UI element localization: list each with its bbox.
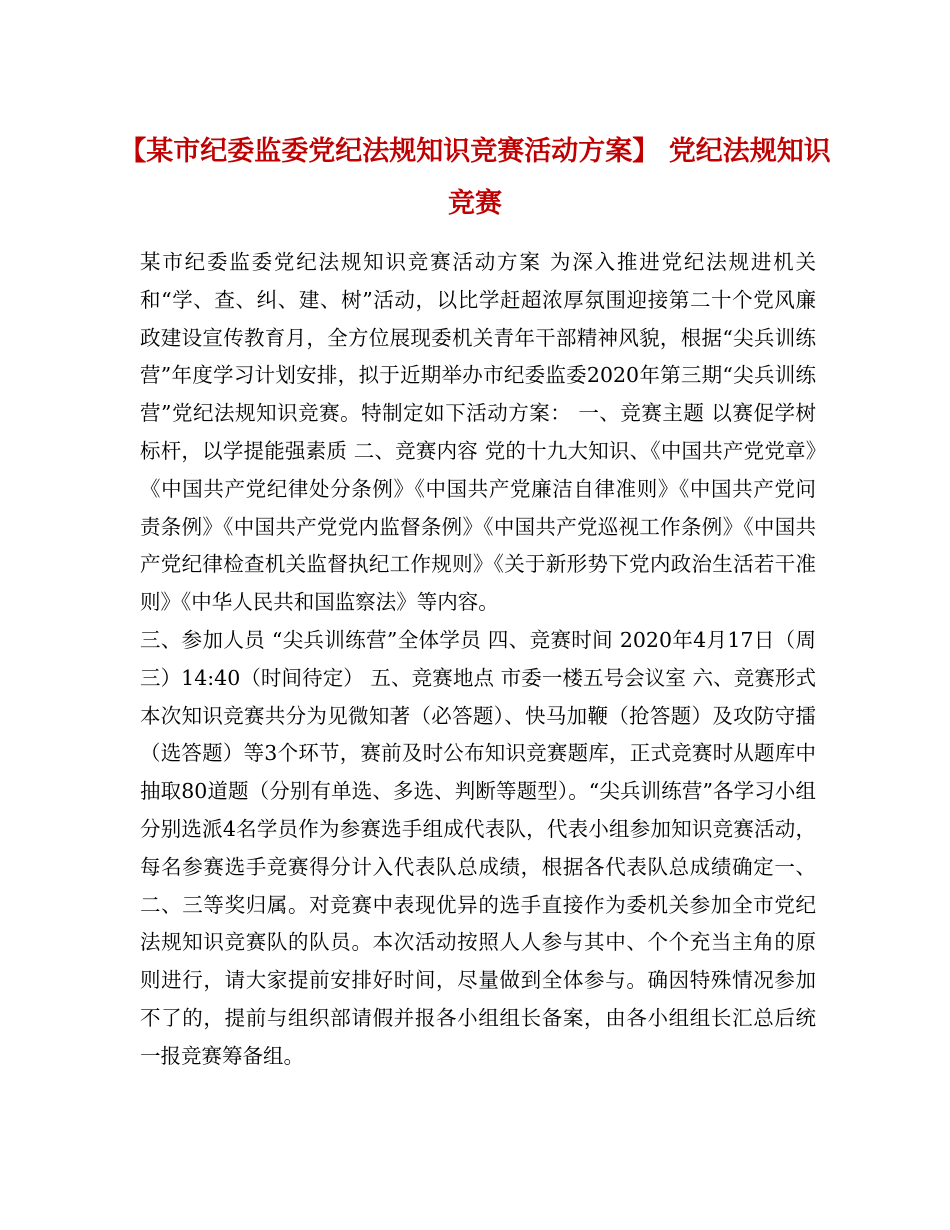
document-body bbox=[140, 244, 816, 1076]
document-title: 【某市纪委监委党纪法规知识竞赛活动方案】 党纪法规知识竞赛 bbox=[119, 136, 831, 219]
body-paragraph-2: 三、参加人员 “尖兵训练营”全体学员 四、竞赛时间 2020年4月17日（周三）14:40（时间待定） 五、竞赛地点 市委一楼五号会议室 六、竞赛形式 本次知识竞赛共分为见微知著（必答题）、快马加鞭（抢答题）及攻防守擂（选答题）等3个环节，赛前及时公布知识竞赛题库，正式竞赛时从题库中抽取80道题（分别有单选、多选、判断等题型）。“尖兵训练营”各学习小组分别选派4名学员作为参赛选手组成代表队，代表小组参加知识竞赛活动，每名参赛选手竞赛得分计入代表队总成绩，根据各代表队总成绩确定一、二、三等奖归属。对竞赛中表现优异的选手直接作为委机关参加全市党纪法规知识竞赛队的队员。本次活动按照人人参与其中、个个充当主角的原则进行，请大家提前安排好时间，尽量做到全体参与。确因特殊情况参加不了的，提前与组织部请假并报各小组组长备案，由各小组组长汇总后统一报竞赛筹备组。 bbox=[140, 627, 816, 1068]
body-paragraph-1: 某市纪委监委党纪法规知识竞赛活动方案 为深入推进党纪法规进机关和“学、查、纠、建、树”活动，以比学赶超浓厚氛围迎接第二十个党风廉政建设宣传教育月，全方位展现委机关青年干部精神风貌，根据“尖兵训练营”年度学习计划安排，拟于近期举办市纪委监委2020年第三期“尖兵训练营”党纪法规知识竞赛。特制定如下活动方案： 一、竞赛主题 以赛促学树标杆，以学提能强素质 二、竞赛内容 党的十九大知识、《中国共产党党章》《中国共产党纪律处分条例》《中国共产党廉洁自律准则》《中国共产党问责条例》《中国共产党党内监督条例》《中国共产党巡视工作条例》《中国共产党纪律检查机关监督执纪工作规则》《关于新形势下党内政治生活若干准则》《中华人民共和国监察法》等内容。 bbox=[140, 250, 816, 615]
